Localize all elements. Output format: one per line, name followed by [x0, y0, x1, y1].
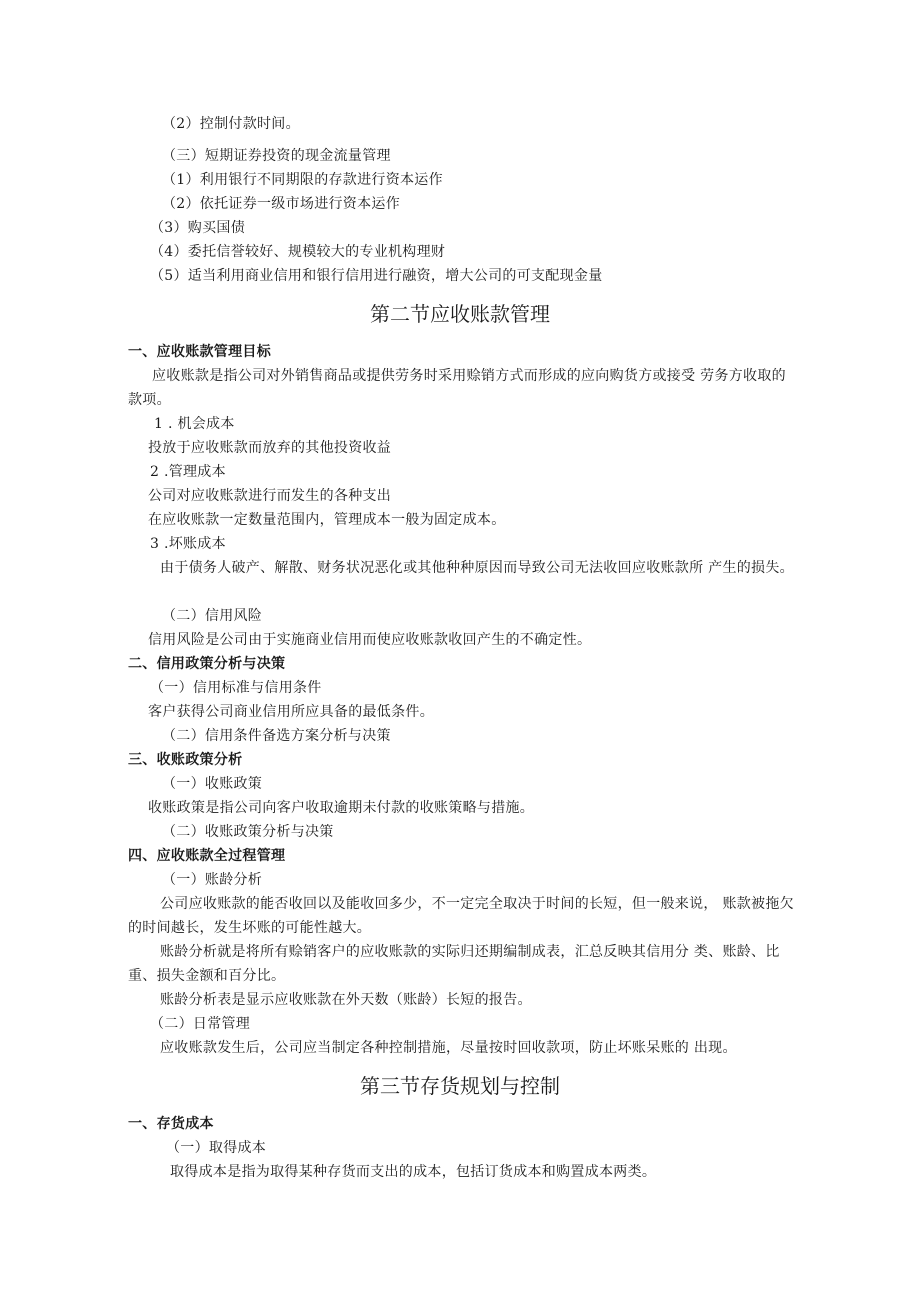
paragraph: （二）信用条件备选方案分析与决策	[162, 728, 391, 744]
paragraph: 账龄分析表是显示应收账款在外天数（账龄）长短的报告。	[160, 992, 532, 1008]
paragraph: 2 .管理成本	[150, 464, 226, 480]
paragraph: （1）利用银行不同期限的存款进行资本运作	[162, 172, 443, 188]
paragraph: 取得成本是指为取得某种存货而支出的成本，包括订货成本和购置成本两类。	[170, 1164, 657, 1180]
heading: 一、应收账款管理目标	[128, 344, 271, 360]
paragraph: （2）依托证券一级市场进行资本运作	[162, 196, 401, 212]
paragraph: （一）取得成本	[166, 1140, 267, 1156]
paragraph: 公司对应收账款进行而发生的各种支出	[148, 488, 392, 504]
paragraph: （一）账龄分析	[162, 872, 263, 888]
paragraph: 收账政策是指公司向客户收取逾期未付款的收账策略与措施。	[148, 800, 535, 816]
paragraph: 1 . 机会成本	[154, 416, 235, 432]
paragraph: 公司应收账款的能否收回以及能收回多少，不一定完全取决于时间的长短，但一般来说， 账款被拖欠的时间越长，发生坏账的可能性越大。	[128, 896, 794, 936]
paragraph: 客户获得公司商业信用所应具备的最低条件。	[148, 704, 434, 720]
paragraph: 应收账款是指公司对外销售商品或提供劳务时采用赊销方式而形成的应向购货方或接受 劳务方收取的款项。	[128, 368, 786, 408]
paragraph: （5）适当利用商业信用和银行信用进行融资，增大公司的可支配现金量	[150, 268, 603, 284]
paragraph: 由于债务人破产、解散、财务状况恶化或其他种种原因而导致公司无法收回应收账款所 产生的损失。	[160, 560, 794, 576]
heading: 二、信用政策分析与决策	[128, 656, 286, 672]
paragraph: （一）收账政策	[162, 776, 263, 792]
paragraph: （二）信用风险	[162, 608, 263, 624]
paragraph: （3）购买国债	[150, 220, 246, 236]
paragraph: 信用风险是公司由于实施商业信用而使应收账款收回产生的不确定性。	[148, 632, 592, 648]
heading: 一、存货成本	[128, 1116, 214, 1132]
paragraph: 在应收账款一定数量范围内，管理成本一般为固定成本。	[148, 512, 506, 528]
paragraph: （2）控制付款时间。	[162, 116, 300, 132]
paragraph: （二）日常管理	[150, 1016, 251, 1032]
paragraph: 3 .坏账成本	[150, 536, 226, 552]
paragraph: （二）收账政策分析与决策	[162, 824, 334, 840]
paragraph: （一）信用标准与信用条件	[150, 680, 322, 696]
paragraph: （4）委托信誉较好、规模较大的专业机构理财	[150, 244, 446, 260]
section-title: 第三节存货规划与控制	[360, 1074, 560, 1098]
paragraph: 账龄分析就是将所有赊销客户的应收账款的实际归还期编制成表，汇总反映其信用分 类、账龄、比重、损失金额和百分比。	[128, 944, 780, 984]
heading: 三、收账政策分析	[128, 752, 243, 768]
paragraph: 应收账款发生后，公司应当制定各种控制措施，尽量按时回收款项，防止坏账呆账的 出现。	[160, 1040, 737, 1056]
paragraph: 投放于应收账款而放弃的其他投资收益	[148, 440, 392, 456]
heading: 四、应收账款全过程管理	[128, 848, 286, 864]
paragraph: （三）短期证券投资的现金流量管理	[162, 148, 391, 164]
section-title: 第二节应收账款管理	[370, 302, 550, 326]
